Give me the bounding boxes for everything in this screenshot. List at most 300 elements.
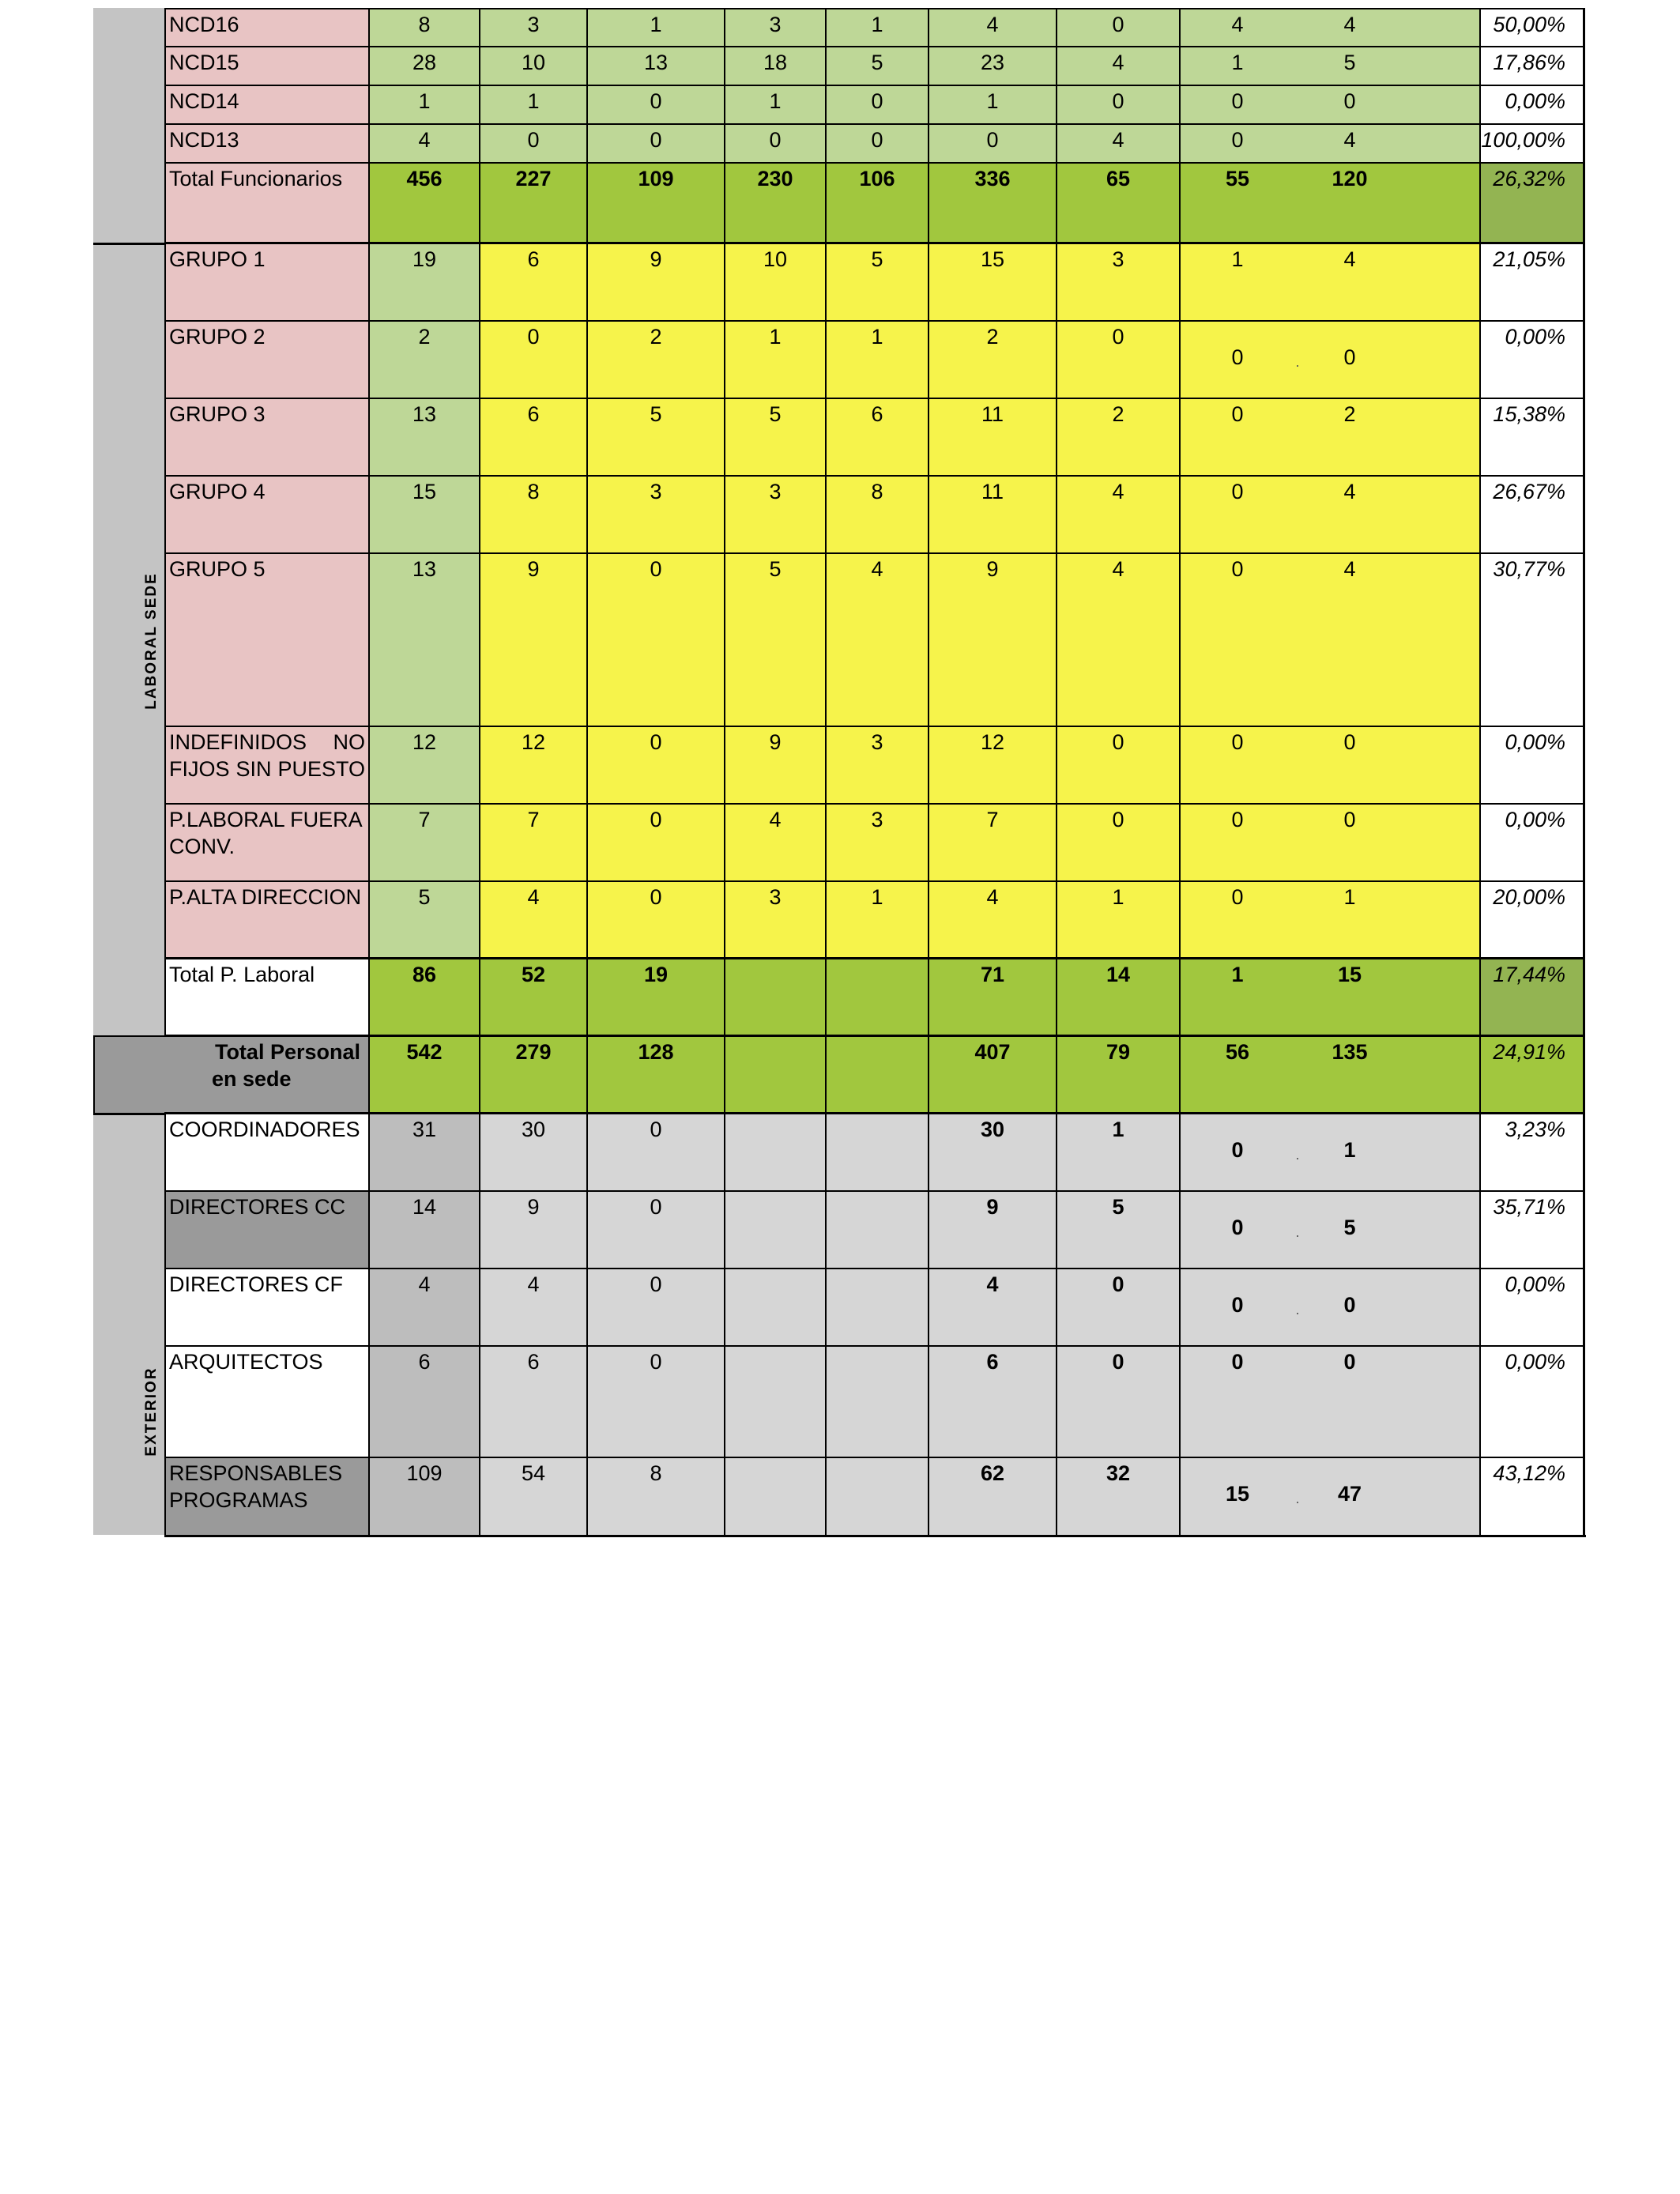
cell-value: 0 (1343, 89, 1356, 113)
cell-value: 0 (1231, 128, 1244, 152)
cell-value: 1 (1343, 885, 1356, 909)
cell-value: 9 (986, 557, 999, 581)
cell-value: 10 (763, 247, 788, 271)
percentage-value: 24,91% (1493, 1040, 1565, 1064)
cell-value: 4 (527, 885, 540, 909)
percentage-value: 0,00% (1505, 89, 1565, 113)
cell-value: 8 (527, 480, 540, 503)
cell-value: 109 (638, 167, 674, 190)
cell-value: 13 (412, 557, 437, 581)
cell-value: 30 (521, 1118, 546, 1141)
cell-value: 5 (1112, 1195, 1124, 1219)
value-cell (368, 398, 479, 475)
value-cell (368, 320, 479, 398)
cell-value: 1 (1343, 1138, 1356, 1162)
cell-value: 2 (986, 325, 999, 349)
value-cell (928, 1113, 1056, 1190)
row-label-cell (164, 123, 368, 162)
value-cell (368, 880, 479, 958)
percentage-value: 35,71% (1493, 1195, 1565, 1219)
cell-value: 6 (527, 402, 540, 426)
value-cell (1056, 1190, 1179, 1268)
percentage-cell (1479, 1035, 1585, 1113)
value-cell (479, 320, 586, 398)
cell-value: 0 (1112, 13, 1124, 36)
value-cell (1056, 552, 1179, 726)
cell-value: 0 (650, 557, 662, 581)
cell-value: 3 (871, 730, 883, 754)
table-bottom-border (164, 1535, 1586, 1537)
value-cell (368, 1190, 479, 1268)
cell-value: 227 (515, 167, 552, 190)
cell-value: 5 (769, 557, 782, 581)
section-label-laboral-sede: LABORAL SEDE (143, 572, 160, 710)
cell-value: 12 (521, 730, 546, 754)
row-label: GRUPO 4 (169, 480, 266, 503)
value-cell (586, 803, 724, 880)
value-cell (479, 123, 586, 162)
cell-value: 0 (1112, 730, 1124, 754)
value-cell-pair (1179, 1457, 1479, 1535)
section-divider (164, 957, 1585, 959)
percentage-cell (1479, 475, 1585, 552)
cell-value: 6 (418, 1350, 431, 1374)
row-label-cell (164, 803, 368, 880)
cell-value: 3 (769, 885, 782, 909)
value-cell (825, 162, 928, 243)
value-cell-pair (1179, 552, 1479, 726)
cell-value: 4 (1343, 247, 1356, 271)
cell-value: 1 (527, 89, 540, 113)
row-label: P.ALTA DIRECCION (169, 885, 362, 909)
cell-value: 4 (986, 13, 999, 36)
value-cell (368, 726, 479, 803)
cell-value: 8 (418, 13, 431, 36)
value-cell (1056, 880, 1179, 958)
value-cell (825, 46, 928, 85)
value-cell (586, 1113, 724, 1190)
value-cell (724, 8, 825, 46)
row-label: INDEFINIDOS NO FIJOS SIN PUESTO (169, 730, 365, 781)
row-label-cell (164, 1345, 368, 1457)
row-label-cell (164, 1457, 368, 1535)
value-cell (825, 320, 928, 398)
value-cell (928, 958, 1056, 1035)
value-cell (479, 46, 586, 85)
value-cell-pair (1179, 803, 1479, 880)
value-cell (928, 123, 1056, 162)
value-cell (1056, 162, 1179, 243)
row-label: NCD15 (169, 51, 239, 74)
percentage-value: 30,77% (1493, 557, 1565, 581)
cell-value: 3 (769, 13, 782, 36)
percentage-cell (1479, 1113, 1585, 1190)
value-cell (1056, 8, 1179, 46)
cell-value: 13 (412, 402, 437, 426)
value-cell (479, 162, 586, 243)
row-label-cell (93, 1035, 368, 1113)
percentage-cell (1479, 1190, 1585, 1268)
value-cell (724, 552, 825, 726)
percentage-cell (1479, 85, 1585, 123)
value-cell (724, 1190, 825, 1268)
cell-value: 4 (1343, 557, 1356, 581)
split-values (1181, 1291, 1479, 1318)
cell-value: 4 (1343, 480, 1356, 503)
row-label-cell (164, 46, 368, 85)
value-cell (825, 398, 928, 475)
cell-value: 1 (871, 13, 883, 36)
value-cell (928, 8, 1056, 46)
cell-value: 4 (418, 1272, 431, 1296)
value-cell (479, 1190, 586, 1268)
value-cell-pair (1179, 1268, 1479, 1345)
value-cell (928, 1268, 1056, 1345)
value-cell (825, 958, 928, 1035)
percentage-cell (1479, 958, 1585, 1035)
cell-value: 0 (871, 128, 883, 152)
value-cell (928, 398, 1056, 475)
cell-value: 1 (1231, 247, 1244, 271)
value-cell (724, 958, 825, 1035)
value-cell-pair (1179, 162, 1479, 243)
cell-value: 2 (1343, 402, 1356, 426)
percentage-cell (1479, 803, 1585, 880)
value-cell-pair (1179, 46, 1479, 85)
row-label-cell (164, 85, 368, 123)
cell-value: 19 (643, 963, 669, 986)
cell-value: 0 (650, 1118, 662, 1141)
value-cell (1056, 123, 1179, 162)
value-cell (825, 475, 928, 552)
row-label: Total P. Laboral (169, 963, 315, 986)
cell-value: 0 (1112, 1350, 1124, 1374)
cell-value: 56 (1225, 1040, 1250, 1064)
cell-value: 1 (871, 325, 883, 349)
value-cell (586, 85, 724, 123)
value-cell (479, 1035, 586, 1113)
cell-value: 1 (986, 89, 999, 113)
row-label: DIRECTORES CC (169, 1195, 346, 1219)
value-cell (928, 1190, 1056, 1268)
cell-value: 3 (769, 480, 782, 503)
cell-value: 0 (527, 325, 540, 349)
cell-value: 407 (974, 1040, 1011, 1064)
value-cell-pair (1179, 958, 1479, 1035)
cell-value: 4 (986, 885, 999, 909)
cell-value: 79 (1106, 1040, 1131, 1064)
row-label-cell (164, 320, 368, 398)
value-cell (368, 1268, 479, 1345)
value-cell (928, 46, 1056, 85)
percentage-cell (1479, 243, 1585, 320)
separator-dot: . (1295, 1302, 1300, 1318)
cell-value: 128 (638, 1040, 674, 1064)
value-cell (1056, 85, 1179, 123)
cell-value: 12 (980, 730, 1005, 754)
split-values (1181, 1214, 1479, 1241)
value-cell (586, 475, 724, 552)
value-cell (586, 1345, 724, 1457)
percentage-value: 17,44% (1493, 963, 1565, 986)
value-cell-pair (1179, 1035, 1479, 1113)
section-label-exterior: EXTERIOR (143, 1367, 160, 1457)
value-cell (928, 162, 1056, 243)
value-cell (586, 398, 724, 475)
side-divider-laboral (93, 243, 164, 245)
value-cell (586, 320, 724, 398)
cell-value: 3 (527, 13, 540, 36)
cell-value: 4 (1112, 480, 1124, 503)
value-cell (928, 1457, 1056, 1535)
cell-value: 0 (650, 128, 662, 152)
value-cell (724, 243, 825, 320)
cell-value: 0 (1231, 480, 1244, 503)
separator-dot: . (1295, 1224, 1300, 1240)
value-cell (1056, 1268, 1179, 1345)
row-label: RESPONSABLES PROGRAMAS (169, 1461, 343, 1512)
split-values (1181, 344, 1479, 371)
cell-value: 65 (1106, 167, 1131, 190)
value-cell (825, 1113, 928, 1190)
value-cell (479, 1268, 586, 1345)
value-cell (825, 123, 928, 162)
value-cell (724, 123, 825, 162)
value-cell (1056, 958, 1179, 1035)
cell-value: 4 (1112, 51, 1124, 74)
row-label-cell (164, 398, 368, 475)
value-cell (724, 398, 825, 475)
cell-value: 2 (418, 325, 431, 349)
percentage-value: 15,38% (1493, 402, 1565, 426)
value-cell-pair (1179, 398, 1479, 475)
cell-value: 5 (650, 402, 662, 426)
row-label-cell (164, 958, 368, 1035)
value-cell (724, 1457, 825, 1535)
value-cell (825, 1345, 928, 1457)
value-cell (479, 726, 586, 803)
row-label-cell (164, 1268, 368, 1345)
label-line-1: Total Personal (214, 1040, 360, 1064)
cell-value: 5 (871, 51, 883, 74)
value-cell (368, 243, 479, 320)
value-cell (928, 803, 1056, 880)
cell-value: 4 (1343, 128, 1356, 152)
value-cell (724, 320, 825, 398)
value-cell (368, 1113, 479, 1190)
percentage-value: 0,00% (1505, 325, 1565, 349)
cell-value: 0 (1231, 1350, 1244, 1374)
row-label-cell (164, 1190, 368, 1268)
value-cell (586, 243, 724, 320)
percentage-value: 20,00% (1493, 885, 1565, 909)
percentage-value: 0,00% (1505, 1350, 1565, 1374)
side-divider-exterior (93, 1113, 164, 1115)
value-cell-pair (1179, 1190, 1479, 1268)
value-cell-pair (1179, 880, 1479, 958)
percentage-value: 21,05% (1493, 247, 1565, 271)
value-cell-pair (1179, 1345, 1479, 1457)
value-cell (368, 123, 479, 162)
row-label: NCD14 (169, 89, 239, 113)
value-cell (586, 162, 724, 243)
value-cell (1056, 398, 1179, 475)
cell-value: 5 (1343, 1216, 1356, 1239)
value-cell (479, 880, 586, 958)
percentage-cell (1479, 726, 1585, 803)
value-cell (724, 1345, 825, 1457)
cell-value: 2 (650, 325, 662, 349)
row-label: P.LABORAL FUERA CONV. (169, 808, 362, 858)
cell-value: 62 (980, 1461, 1005, 1485)
cell-value: 542 (406, 1040, 443, 1064)
value-cell (825, 1190, 928, 1268)
row-label: DIRECTORES CF (169, 1272, 344, 1296)
value-cell (724, 1268, 825, 1345)
value-cell (724, 46, 825, 85)
cell-value: 0 (1231, 808, 1244, 831)
cell-value: 0 (650, 1272, 662, 1296)
value-cell (1056, 1345, 1179, 1457)
percentage-cell (1479, 8, 1585, 46)
cell-value: 55 (1225, 167, 1250, 190)
cell-value: 4 (871, 557, 883, 581)
cell-value: 31 (412, 1118, 437, 1141)
cell-value: 4 (1231, 13, 1244, 36)
value-cell (586, 1268, 724, 1345)
value-cell-pair (1179, 243, 1479, 320)
value-cell (825, 85, 928, 123)
cell-value: 7 (418, 808, 431, 831)
value-cell (825, 1457, 928, 1535)
cell-value: 6 (871, 402, 883, 426)
percentage-cell (1479, 398, 1585, 475)
percentage-cell (1479, 552, 1585, 726)
total-personal-label (202, 1039, 360, 1092)
cell-value: 23 (980, 51, 1005, 74)
cell-value: 0 (1231, 402, 1244, 426)
cell-value: 15 (412, 480, 437, 503)
cell-value: 9 (769, 730, 782, 754)
cell-value: 1 (650, 13, 662, 36)
percentage-cell (1479, 1268, 1585, 1345)
separator-dot: . (1295, 354, 1300, 370)
value-cell (724, 726, 825, 803)
value-cell (928, 726, 1056, 803)
value-cell-pair (1179, 8, 1479, 46)
value-cell (368, 552, 479, 726)
cell-value: 0 (1231, 345, 1244, 369)
cell-value: 0 (1343, 808, 1356, 831)
percentage-cell (1479, 1345, 1585, 1457)
percentage-value: 3,23% (1505, 1118, 1565, 1141)
cell-value: 1 (1231, 963, 1244, 986)
cell-value: 28 (412, 51, 437, 74)
value-cell (586, 958, 724, 1035)
value-cell (586, 726, 724, 803)
cell-value: 54 (521, 1461, 546, 1485)
cell-value: 0 (1231, 1293, 1244, 1317)
value-cell (1056, 1035, 1179, 1113)
cell-value: 0 (769, 128, 782, 152)
value-cell (368, 1035, 479, 1113)
cell-value: 0 (1231, 89, 1244, 113)
cell-value: 8 (650, 1461, 662, 1485)
cell-value: 0 (650, 1350, 662, 1374)
value-cell (928, 552, 1056, 726)
row-label: NCD13 (169, 128, 239, 152)
label-line-2: en sede (212, 1067, 292, 1091)
cell-value: 6 (986, 1350, 999, 1374)
cell-value: 4 (986, 1272, 999, 1296)
row-label: GRUPO 5 (169, 557, 266, 581)
value-cell-pair (1179, 85, 1479, 123)
value-cell-pair (1179, 1113, 1479, 1190)
value-cell (368, 8, 479, 46)
value-cell (1056, 46, 1179, 85)
cell-value: 32 (1106, 1461, 1131, 1485)
cell-value: 1 (1112, 885, 1124, 909)
cell-value: 86 (412, 963, 437, 986)
cell-value: 71 (980, 963, 1005, 986)
value-cell (825, 1268, 928, 1345)
cell-value: 0 (1343, 1293, 1356, 1317)
value-cell (479, 1113, 586, 1190)
value-cell (368, 46, 479, 85)
value-cell (1056, 1457, 1179, 1535)
cell-value: 4 (1112, 128, 1124, 152)
value-cell (825, 1035, 928, 1113)
row-label-cell (164, 726, 368, 803)
value-cell (479, 85, 586, 123)
value-cell (368, 475, 479, 552)
cell-value: 18 (763, 51, 788, 74)
separator-dot: . (1295, 1147, 1300, 1163)
value-cell (1056, 320, 1179, 398)
row-label-cell (164, 880, 368, 958)
cell-value: 5 (1343, 51, 1356, 74)
cell-value: 4 (418, 128, 431, 152)
row-label-cell (164, 1113, 368, 1190)
split-values (1181, 1137, 1479, 1163)
cell-value: 0 (650, 808, 662, 831)
cell-value: 30 (980, 1118, 1005, 1141)
value-cell (1056, 243, 1179, 320)
cell-value: 0 (1231, 1216, 1244, 1239)
cell-value: 9 (527, 1195, 540, 1219)
cell-value: 135 (1332, 1040, 1368, 1064)
cell-value: 7 (986, 808, 999, 831)
percentage-value: 0,00% (1505, 808, 1565, 831)
row-label-cell (164, 552, 368, 726)
value-cell-pair (1179, 475, 1479, 552)
cell-value: 0 (650, 89, 662, 113)
cell-value: 13 (643, 51, 669, 74)
cell-value: 0 (1112, 808, 1124, 831)
value-cell (586, 552, 724, 726)
cell-value: 0 (650, 1195, 662, 1219)
value-cell-pair (1179, 320, 1479, 398)
percentage-value: 26,67% (1493, 480, 1565, 503)
section-divider (164, 1035, 1585, 1037)
value-cell (724, 475, 825, 552)
value-cell (928, 1345, 1056, 1457)
value-cell (586, 46, 724, 85)
cell-value: 6 (527, 247, 540, 271)
percentage-cell (1479, 1457, 1585, 1535)
value-cell (368, 803, 479, 880)
value-cell (479, 243, 586, 320)
